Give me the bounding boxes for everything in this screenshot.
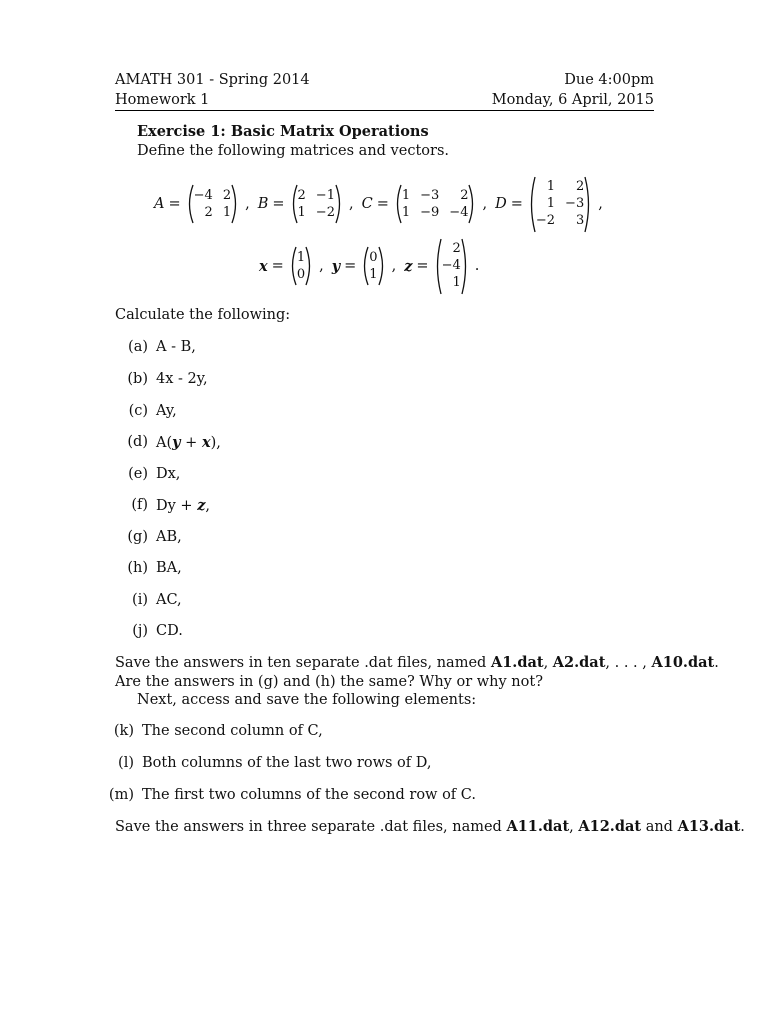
item-label: (j) [132, 623, 148, 639]
item-text: The second column of C, [142, 723, 323, 739]
matrix-C-entry: −3 [420, 187, 440, 203]
calc-item [127, 560, 182, 576]
matrix-A-entry: 2 [204, 204, 213, 220]
matrix-D-entry: 1 [546, 179, 556, 194]
matrix-z-name: z [404, 257, 413, 275]
header-left [115, 70, 310, 110]
calc-item [128, 339, 196, 355]
left-paren [288, 246, 297, 286]
item-label: (e) [128, 466, 148, 482]
item-text: Dy + z, [156, 497, 211, 514]
matrix-B-entry: 1 [297, 204, 306, 220]
punctuation: . [474, 258, 480, 274]
access-item [118, 755, 432, 771]
equals-sign: = [416, 258, 429, 274]
item-label: (k) [113, 723, 134, 739]
equals-sign: = [272, 196, 285, 212]
item-label: (g) [127, 529, 148, 545]
matrix-y-name: y [331, 257, 341, 275]
item-label: (d) [127, 434, 148, 450]
vector-definitions-row-2 [256, 237, 484, 295]
matrix-C-entry: −9 [420, 204, 440, 220]
left-paren [185, 184, 194, 224]
save-instruction-1: Save the answers in ten separate .dat files, named A1.dat, A2.dat, . . . , A10.dat. [115, 654, 719, 671]
matrix-z-definition [404, 238, 470, 295]
matrix-x-definition [259, 246, 314, 286]
item-text: Both columns of the last two rows of D, [142, 755, 432, 771]
access-item [108, 787, 476, 803]
matrix-A-entries [194, 188, 231, 221]
matrix-A-name: A [154, 196, 165, 212]
matrix-C-definition [362, 184, 478, 224]
course-title: AMATH 301 - Spring 2014 [115, 72, 310, 88]
matrix-z-entry: 1 [452, 275, 461, 290]
matrix-z-entry: 2 [452, 241, 461, 256]
punctuation: , [598, 196, 603, 212]
item-text: Ay, [156, 403, 177, 419]
left-paren [360, 246, 369, 286]
due-time: Due 4:00pm [564, 72, 654, 88]
save-instruction-2: Save the answers in three separate .dat files, named A11.dat, A12.dat and A13.dat. [115, 818, 745, 835]
item-text: AB, [156, 529, 182, 545]
vector-z: z [197, 497, 206, 514]
matrix-D-definition [495, 176, 593, 233]
item-label: (f) [131, 497, 148, 513]
right-paren [231, 184, 240, 224]
header-rule [115, 110, 654, 111]
matrix-x-name: x [259, 257, 268, 275]
calc-item [128, 403, 177, 419]
equals-sign: = [376, 196, 389, 212]
matrix-B-entries [298, 188, 335, 221]
matrix-C-entry: 2 [460, 187, 469, 203]
matrix-D-name: D [495, 196, 507, 212]
calc-item [127, 529, 182, 545]
item-text: The first two columns of the second row of C. [142, 787, 476, 803]
due-date: Monday, 6 April, 2015 [491, 92, 654, 108]
right-paren [468, 184, 477, 224]
matrix-D-entry: 1 [546, 196, 556, 211]
matrix-A-entry: 1 [222, 204, 232, 220]
item-text: BA, [156, 560, 182, 576]
matrix-C-entries [402, 188, 469, 221]
matrix-A-entry: −4 [193, 187, 213, 203]
left-paren [393, 184, 402, 224]
matrix-C-entry: −4 [449, 204, 469, 220]
item-text: A(y + x), [156, 434, 221, 451]
matrix-D-entry: −3 [565, 196, 585, 211]
exercise-intro: Define the following matrices and vectors. [137, 143, 449, 159]
calc-item [132, 623, 183, 639]
right-paren [335, 184, 344, 224]
item-text: AC, [156, 592, 182, 608]
equals-sign: = [344, 258, 357, 274]
calc-item [127, 434, 221, 451]
right-paren [378, 246, 387, 286]
item-text: Dx, [156, 466, 181, 482]
matrix-y-entry: 0 [369, 249, 378, 265]
matrix-B-entry: −2 [315, 204, 335, 220]
matrix-B-name: B [257, 196, 269, 212]
homework-title: Homework 1 [115, 92, 210, 108]
exercise-title: Exercise 1: Basic Matrix Operations [137, 123, 429, 140]
punctuation: , [482, 196, 488, 212]
matrix-B-entry: 2 [297, 187, 306, 203]
item-text: CD. [156, 623, 183, 639]
vector-x: x [201, 434, 211, 451]
matrix-definitions-row-1 [151, 174, 608, 234]
calc-item [132, 592, 182, 608]
punctuation: , [245, 196, 250, 212]
item-label: (c) [128, 403, 148, 419]
calc-item [127, 371, 208, 387]
item-label: (m) [108, 787, 134, 803]
item-label: (h) [127, 560, 148, 576]
access-item [113, 723, 323, 739]
matrix-B-entry: −1 [315, 187, 335, 203]
matrix-A-entry: 2 [222, 187, 232, 203]
matrix-C-entry: 1 [401, 187, 411, 203]
calc-intro: Calculate the following: [115, 307, 291, 323]
matrix-x-entry: 1 [296, 249, 306, 265]
matrix-y-entries [369, 250, 377, 283]
matrix-z-entry: −4 [441, 258, 461, 273]
equals-sign: = [168, 196, 181, 212]
matrix-A-definition [154, 184, 240, 224]
vector-y: y [172, 434, 181, 451]
equals-sign: = [510, 196, 523, 212]
punctuation: , [348, 196, 354, 212]
right-paren [461, 238, 470, 295]
right-paren [305, 246, 314, 286]
item-label: (l) [118, 755, 134, 771]
item-label: (b) [127, 371, 148, 387]
next-instruction: Next, access and save the following elements: [137, 692, 477, 708]
equals-sign: = [271, 258, 284, 274]
punctuation: , [319, 258, 324, 274]
matrix-D-entry: 2 [575, 179, 585, 194]
matrix-D-entry: −2 [535, 213, 556, 228]
matrix-D-entry: 3 [575, 213, 585, 228]
matrix-D-entries [536, 179, 584, 229]
right-paren [584, 176, 593, 233]
comparison-question: Are the answers in (g) and (h) the same? Why or why not? [115, 674, 543, 690]
matrix-y-entry: 1 [369, 266, 378, 282]
matrix-B-definition [258, 184, 344, 224]
left-paren [527, 176, 536, 233]
left-paren [289, 184, 298, 224]
item-text: 4x - 2y, [156, 371, 208, 387]
matrix-C-name: C [361, 196, 373, 212]
calc-item [131, 497, 211, 514]
left-paren [433, 238, 442, 295]
matrix-x-entries [297, 250, 305, 283]
calc-item [128, 466, 181, 482]
item-label: (i) [132, 592, 148, 608]
matrix-x-entry: 0 [296, 266, 306, 282]
punctuation: , [391, 258, 397, 274]
item-label: (a) [128, 339, 148, 355]
header-right [492, 70, 654, 110]
matrix-C-entry: 1 [401, 204, 411, 220]
matrix-y-definition [332, 246, 387, 286]
item-text: A - B, [156, 339, 196, 355]
matrix-z-entries [442, 241, 461, 291]
